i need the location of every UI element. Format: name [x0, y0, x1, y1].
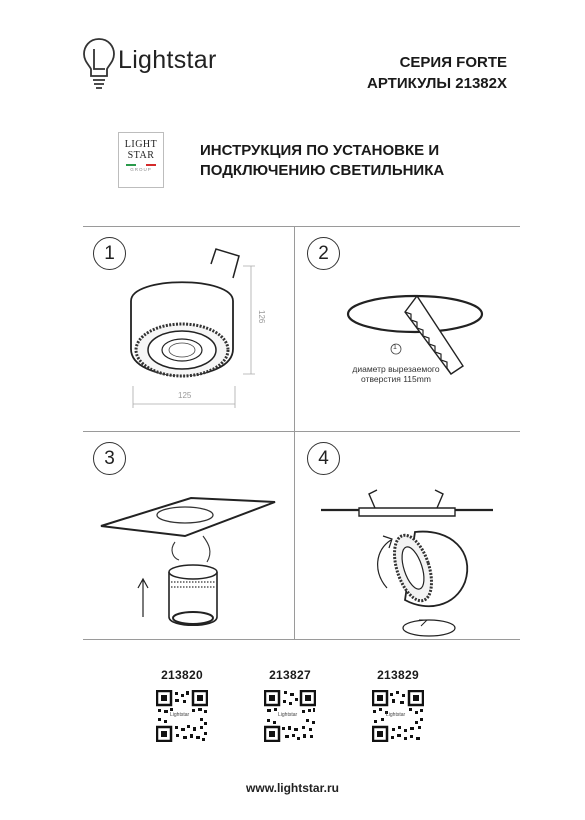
grid-border-bottom [83, 639, 520, 640]
step-2-cell [295, 226, 520, 431]
step-4-number: 4 [307, 442, 340, 475]
group-logo-line1: LIGHT [124, 139, 158, 150]
series-title: СЕРИЯ FORTE [399, 54, 507, 71]
brand-name: Lightstar [118, 46, 217, 74]
document-title-line2: ПОДКЛЮЧЕНИЮ СВЕТИЛЬНИКА [200, 162, 445, 179]
article-number: 213829 [377, 668, 419, 682]
step-1-number: 1 [93, 237, 126, 270]
step-3-number: 3 [93, 442, 126, 475]
series-header [367, 52, 507, 94]
document-title-line1: ИНСТРУКЦИЯ ПО УСТАНОВКЕ И [200, 142, 440, 159]
installation-steps-grid [83, 226, 520, 640]
height-dimension-label: 126 [257, 310, 266, 324]
brand-logo [82, 36, 272, 96]
insert-fixture-drawing [83, 432, 294, 639]
cutout-caption-line2: отверстия 115mm [361, 374, 431, 384]
group-logo-line2: STAR [127, 150, 155, 161]
code-213827 [258, 668, 322, 742]
qr-code-icon[interactable] [372, 690, 424, 742]
step-3-cell [83, 432, 294, 639]
fixture-dimensions-drawing [83, 226, 294, 431]
articles-title: АРТИКУЛЫ 21382X [367, 75, 507, 92]
adjust-angle-drawing [295, 432, 520, 639]
qr-logo-label: Lightstar [386, 712, 406, 718]
cutout-caption [341, 364, 451, 384]
cut-marker-label: 1 [393, 344, 397, 351]
website-link[interactable]: www.lightstar.ru [246, 781, 339, 795]
step-2-number: 2 [307, 237, 340, 270]
code-213820 [150, 668, 214, 742]
article-number: 213827 [269, 668, 311, 682]
qr-logo-label: Lightstar [278, 712, 298, 718]
code-213829 [366, 668, 430, 742]
lightstar-group-logo [118, 132, 164, 188]
qr-code-icon[interactable] [156, 690, 208, 742]
width-dimension-label: 125 [178, 391, 192, 400]
group-logo-bar [126, 164, 156, 166]
qr-logo-label: Lightstar [170, 712, 190, 718]
ceiling-cutout-drawing [295, 226, 520, 431]
article-codes [150, 668, 440, 748]
lightbulb-icon [82, 36, 116, 94]
step-4-cell [295, 432, 520, 639]
cutout-caption-line1: диаметр вырезаемого [352, 364, 440, 374]
article-number: 213820 [161, 668, 203, 682]
document-title [200, 141, 444, 181]
qr-code-icon[interactable] [264, 690, 316, 742]
group-logo-line3: GROUP [130, 167, 152, 172]
step-1-cell [83, 226, 294, 431]
